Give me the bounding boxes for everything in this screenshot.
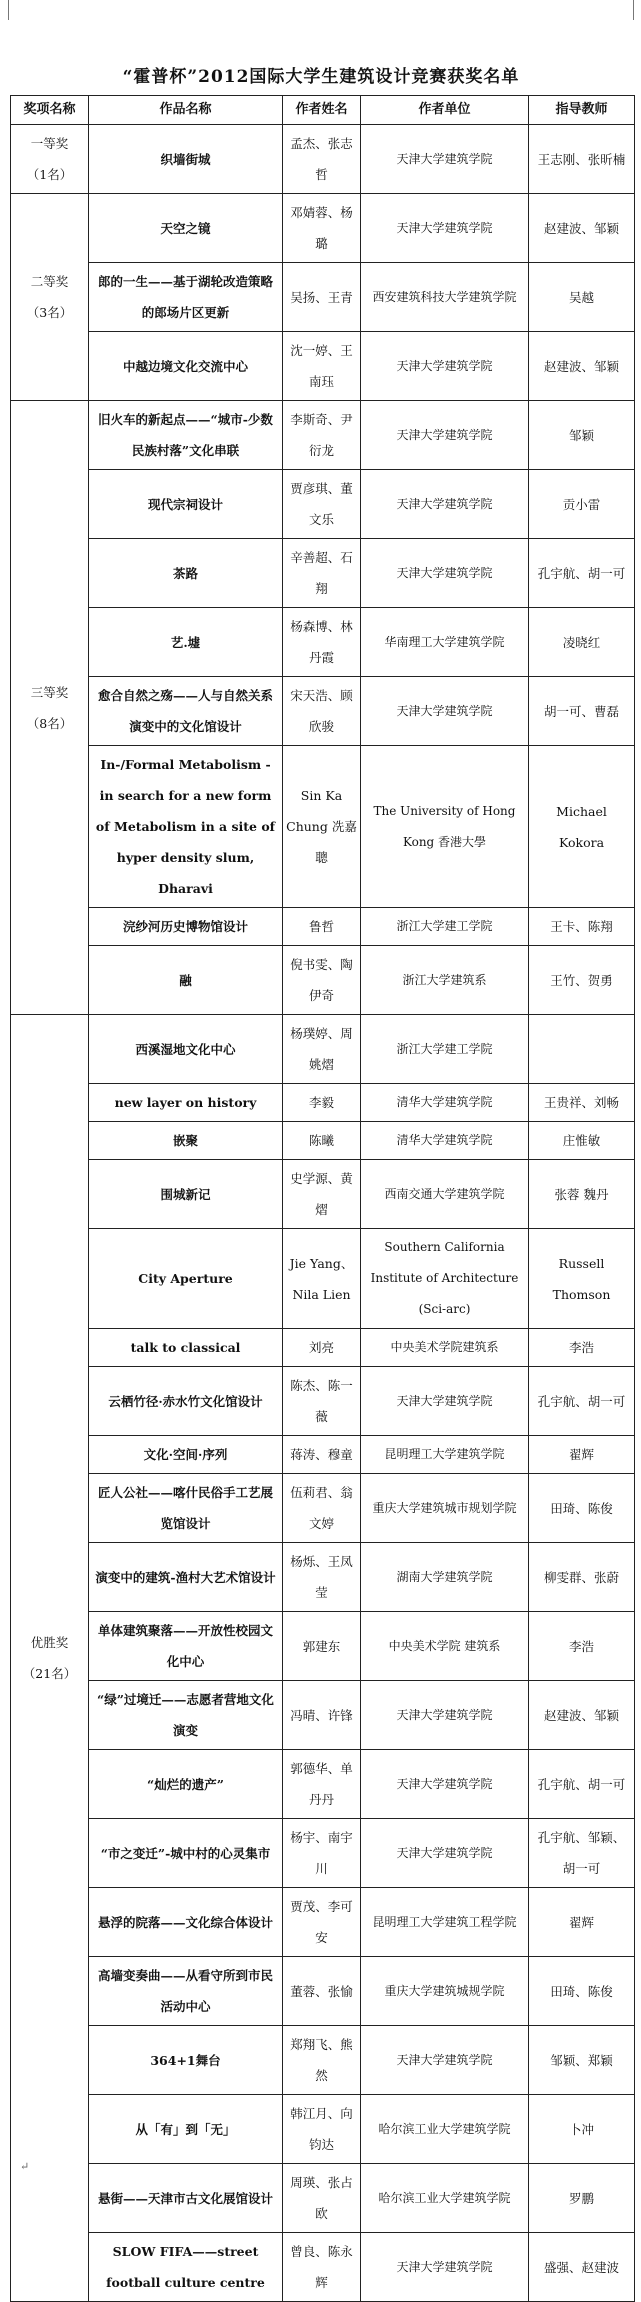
advisor-cell: 王贵祥、刘畅	[529, 1084, 635, 1122]
table-row	[11, 194, 635, 263]
authors-cell: 沈一婷、王南珏	[283, 332, 361, 401]
advisor-cell: 翟辉	[529, 1888, 635, 1957]
advisor-cell	[529, 1015, 635, 1084]
table-row	[11, 2233, 635, 2302]
table-row	[11, 2164, 635, 2233]
work-title-cell: 悬浮的院落——文化综合体设计	[89, 1888, 283, 1957]
unit-cell: 天津大学建筑学院	[361, 194, 529, 263]
unit-cell: 天津大学建筑学院	[361, 2233, 529, 2302]
work-title-cell: 艺.墟	[89, 608, 283, 677]
authors-cell: 史学源、黄熠	[283, 1160, 361, 1229]
authors-cell: 宋天浩、顾欣骏	[283, 677, 361, 746]
award-category-cell	[11, 1015, 89, 2302]
unit-cell: 天津大学建筑学院	[361, 470, 529, 539]
table-row	[11, 401, 635, 470]
authors-cell: 董蓉、张愉	[283, 1957, 361, 2026]
advisor-cell: 孔宇航、胡一可	[529, 1367, 635, 1436]
award-label: 优胜奖	[30, 1635, 69, 1650]
award-count: （21名）	[22, 1666, 77, 1681]
advisor-cell: 吴越	[529, 263, 635, 332]
unit-cell: The University of Hong Kong 香港大學	[361, 746, 529, 908]
table-row	[11, 1084, 635, 1122]
work-title-cell: 演变中的建筑-渔村大艺术馆设计	[89, 1543, 283, 1612]
work-title-cell: 浣纱河历史博物馆设计	[89, 908, 283, 946]
advisor-cell: 田琦、陈俊	[529, 1474, 635, 1543]
award-category-cell	[11, 125, 89, 194]
unit-cell: 昆明理工大学建筑工程学院	[361, 1888, 529, 1957]
advisor-cell: 赵建波、邹颖	[529, 332, 635, 401]
table-row	[11, 1436, 635, 1474]
advisor-cell: 赵建波、邹颖	[529, 1681, 635, 1750]
advisor-cell: 田琦、陈俊	[529, 1957, 635, 2026]
advisor-cell: 王卡、陈翔	[529, 908, 635, 946]
work-title-cell: talk to classical	[89, 1329, 283, 1367]
work-title-cell: SLOW FIFA——street football culture centre	[89, 2233, 283, 2302]
table-row	[11, 908, 635, 946]
unit-cell: 哈尔滨工业大学建筑学院	[361, 2095, 529, 2164]
authors-cell: 郭德华、单丹丹	[283, 1750, 361, 1819]
unit-cell: 浙江大学建工学院	[361, 1015, 529, 1084]
unit-cell: 天津大学建筑学院	[361, 539, 529, 608]
authors-cell: 李毅	[283, 1084, 361, 1122]
authors-cell: 陈杰、陈一薇	[283, 1367, 361, 1436]
unit-cell: 西安建筑科技大学建筑学院	[361, 263, 529, 332]
table-row	[11, 1819, 635, 1888]
table-row	[11, 1015, 635, 1084]
table-row	[11, 1160, 635, 1229]
work-title-cell: 融	[89, 946, 283, 1015]
authors-cell: 郭建东	[283, 1612, 361, 1681]
work-title-cell: 织墙街城	[89, 125, 283, 194]
work-title-cell: 从「有」到「无」	[89, 2095, 283, 2164]
unit-cell: 浙江大学建工学院	[361, 908, 529, 946]
unit-cell: 天津大学建筑学院	[361, 332, 529, 401]
authors-cell: 鲁哲	[283, 908, 361, 946]
unit-cell: 天津大学建筑学院	[361, 1819, 529, 1888]
advisor-cell: 孔宇航、胡一可	[529, 1750, 635, 1819]
advisor-cell: 翟辉	[529, 1436, 635, 1474]
table-row	[11, 1681, 635, 1750]
advisor-cell: 庄惟敏	[529, 1122, 635, 1160]
work-title-cell: 茶路	[89, 539, 283, 608]
table-row	[11, 746, 635, 908]
unit-cell: 昆明理工大学建筑学院	[361, 1436, 529, 1474]
work-title-cell: City Aperture	[89, 1229, 283, 1329]
table-row	[11, 1329, 635, 1367]
authors-cell: 贾彦琪、董文乐	[283, 470, 361, 539]
award-label: 一等奖	[30, 136, 69, 151]
work-title-cell: 匠人公社——喀什民俗手工艺展览馆设计	[89, 1474, 283, 1543]
advisor-cell: 胡一可、曹磊	[529, 677, 635, 746]
table-row	[11, 2026, 635, 2095]
unit-cell: 清华大学建筑学院	[361, 1122, 529, 1160]
header-award: 奖项名称	[11, 96, 89, 125]
table-row	[11, 263, 635, 332]
table-row	[11, 1474, 635, 1543]
margin-mark-right	[633, 0, 634, 20]
work-title-cell: In-/Formal Metabolism - in search for a new form of Metabolism in a site of hyper density slum, Dharavi	[89, 746, 283, 908]
work-title-cell: 围城新记	[89, 1160, 283, 1229]
table-row	[11, 1750, 635, 1819]
table-row	[11, 1122, 635, 1160]
work-title-cell: 旧火车的新起点——“城市-少数民族村落”文化串联	[89, 401, 283, 470]
unit-cell: 天津大学建筑学院	[361, 1750, 529, 1819]
table-row	[11, 125, 635, 194]
work-title-cell: 西溪湿地文化中心	[89, 1015, 283, 1084]
paragraph-mark: ↵	[20, 2160, 30, 2173]
advisor-cell: 王志刚、张昕楠	[529, 125, 635, 194]
unit-cell: 华南理工大学建筑学院	[361, 608, 529, 677]
work-title-cell: “灿烂的遗产”	[89, 1750, 283, 1819]
authors-cell: 邓婧蓉、杨璐	[283, 194, 361, 263]
unit-cell: Southern California Institute of Architecture (Sci-arc)	[361, 1229, 529, 1329]
table-row	[11, 539, 635, 608]
work-title-cell: 嵌聚	[89, 1122, 283, 1160]
authors-cell: 辛善超、石翔	[283, 539, 361, 608]
advisor-cell: 柳雯群、张蔚	[529, 1543, 635, 1612]
work-title-cell: 郎的一生——基于湖轮改造策略的郎场片区更新	[89, 263, 283, 332]
advisor-cell: 罗鹏	[529, 2164, 635, 2233]
unit-cell: 天津大学建筑学院	[361, 1681, 529, 1750]
header-advisor: 指导教师	[529, 96, 635, 125]
table-header-row	[11, 96, 635, 125]
header-work: 作品名称	[89, 96, 283, 125]
work-title-cell: 文化·空间·序列	[89, 1436, 283, 1474]
authors-cell: 韩江月、向钧达	[283, 2095, 361, 2164]
work-title-cell: 中越边境文化交流中心	[89, 332, 283, 401]
award-category-cell	[11, 194, 89, 401]
table-row	[11, 1367, 635, 1436]
awards-table	[10, 95, 635, 2302]
advisor-cell: 卜冲	[529, 2095, 635, 2164]
award-count: （1名）	[26, 167, 73, 182]
authors-cell: 杨烁、王凤莹	[283, 1543, 361, 1612]
work-title-cell: 364+1舞台	[89, 2026, 283, 2095]
unit-cell: 湖南大学建筑学院	[361, 1543, 529, 1612]
work-title-cell: 现代宗祠设计	[89, 470, 283, 539]
margin-mark-left	[8, 0, 9, 20]
authors-cell: 杨璞婷、周姚熠	[283, 1015, 361, 1084]
award-label: 二等奖	[30, 274, 69, 289]
authors-cell: 刘亮	[283, 1329, 361, 1367]
work-title-cell: 天空之镜	[89, 194, 283, 263]
authors-cell: 贾茂、李可安	[283, 1888, 361, 1957]
authors-cell: 伍莉君、翁文婷	[283, 1474, 361, 1543]
table-row	[11, 608, 635, 677]
unit-cell: 天津大学建筑学院	[361, 2026, 529, 2095]
table-row	[11, 1229, 635, 1329]
authors-cell: Sin Ka Chung 冼嘉聰	[283, 746, 361, 908]
award-count: （8名）	[26, 715, 73, 731]
header-authors: 作者姓名	[283, 96, 361, 125]
advisor-cell: 凌晓红	[529, 608, 635, 677]
unit-cell: 重庆大学建筑城规学院	[361, 1957, 529, 2026]
table-row	[11, 1543, 635, 1612]
authors-cell: 倪书雯、陶伊奇	[283, 946, 361, 1015]
table-row	[11, 470, 635, 539]
authors-cell: 蒋涛、穆童	[283, 1436, 361, 1474]
authors-cell: 孟杰、张志哲	[283, 125, 361, 194]
award-label: 三等奖	[30, 684, 69, 700]
authors-cell: 冯晴、许锋	[283, 1681, 361, 1750]
unit-cell: 浙江大学建筑系	[361, 946, 529, 1015]
award-count: （3名）	[26, 305, 73, 320]
table-row	[11, 1957, 635, 2026]
advisor-cell: 赵建波、邹颖	[529, 194, 635, 263]
document-title: “霍普杯”2012国际大学生建筑设计竞赛获奖名单	[122, 67, 520, 87]
advisor-cell: 孔宇航、邹颖、胡一可	[529, 1819, 635, 1888]
authors-cell: 吴扬、王青	[283, 263, 361, 332]
advisor-cell: 邹颖	[529, 401, 635, 470]
table-row	[11, 946, 635, 1015]
table-row	[11, 2095, 635, 2164]
unit-cell: 重庆大学建筑城市规划学院	[361, 1474, 529, 1543]
work-title-cell: “市之变迁”-城中村的心灵集市	[89, 1819, 283, 1888]
advisor-cell: 李浩	[529, 1329, 635, 1367]
work-title-cell: new layer on history	[89, 1084, 283, 1122]
header-unit: 作者单位	[361, 96, 529, 125]
authors-cell: Jie Yang、Nila Lien	[283, 1229, 361, 1329]
unit-cell: 中央美术学院 建筑系	[361, 1612, 529, 1681]
unit-cell: 天津大学建筑学院	[361, 125, 529, 194]
advisor-cell: 李浩	[529, 1612, 635, 1681]
advisor-cell: 盛强、赵建波	[529, 2233, 635, 2302]
advisor-cell: Michael Kokora	[529, 746, 635, 908]
unit-cell: 天津大学建筑学院	[361, 1367, 529, 1436]
work-title-cell: 云栖竹径·赤水竹文化馆设计	[89, 1367, 283, 1436]
advisor-cell: 贡小雷	[529, 470, 635, 539]
advisor-cell: 邹颖、郑颖	[529, 2026, 635, 2095]
unit-cell: 哈尔滨工业大学建筑学院	[361, 2164, 529, 2233]
unit-cell: 西南交通大学建筑学院	[361, 1160, 529, 1229]
award-category-cell	[11, 401, 89, 1015]
unit-cell: 天津大学建筑学院	[361, 401, 529, 470]
table-row	[11, 332, 635, 401]
authors-cell: 周瑛、张占欧	[283, 2164, 361, 2233]
work-title-cell: 愈合自然之殇——人与自然关系演变中的文化馆设计	[89, 677, 283, 746]
table-row	[11, 1612, 635, 1681]
advisor-cell: 王竹、贺勇	[529, 946, 635, 1015]
work-title-cell: 高墙变奏曲——从看守所到市民活动中心	[89, 1957, 283, 2026]
authors-cell: 李斯奇、尹衍龙	[283, 401, 361, 470]
unit-cell: 中央美术学院建筑系	[361, 1329, 529, 1367]
work-title-cell: 悬街——天津市古文化展馆设计	[89, 2164, 283, 2233]
authors-cell: 郑翔飞、熊然	[283, 2026, 361, 2095]
advisor-cell: 孔宇航、胡一可	[529, 539, 635, 608]
awards-body	[11, 125, 635, 2302]
authors-cell: 杨宇、南宇川	[283, 1819, 361, 1888]
unit-cell: 天津大学建筑学院	[361, 677, 529, 746]
unit-cell: 清华大学建筑学院	[361, 1084, 529, 1122]
authors-cell: 杨森博、林丹霞	[283, 608, 361, 677]
authors-cell: 陈曦	[283, 1122, 361, 1160]
authors-cell: 曾良、陈永辉	[283, 2233, 361, 2302]
advisor-cell: 张蓉 魏丹	[529, 1160, 635, 1229]
work-title-cell: “绿”过境迁——志愿者营地文化演变	[89, 1681, 283, 1750]
table-row	[11, 677, 635, 746]
work-title-cell: 单体建筑聚落——开放性校园文化中心	[89, 1612, 283, 1681]
table-row	[11, 1888, 635, 1957]
advisor-cell: Russell Thomson	[529, 1229, 635, 1329]
